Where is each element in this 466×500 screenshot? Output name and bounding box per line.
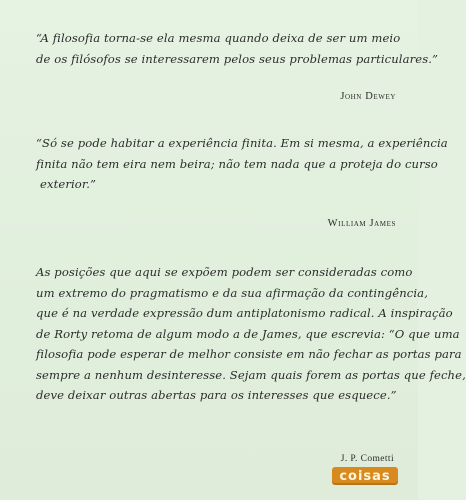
commentary-line: de Rorty retoma de algum modo a de James, que escrevia: “O que uma (36, 326, 460, 341)
quote-line: “A filosofia torna-se ela mesma quando deixa de ser um meio (36, 31, 401, 45)
commentary-text (36, 262, 466, 406)
commentary-line: sempre a nenhum desinteresse. Sejam quais forem as portas que feche, (36, 367, 466, 382)
logo-text: coisas (339, 468, 391, 484)
quote-line: de os filósofos se interessarem pelos seus problemas particulares.” (36, 51, 439, 66)
quote-line: “Só se pode habitar a experiência finita. Em si mesma, a experiência (36, 136, 448, 150)
commentary-line: um extremo do pragmatismo e da sua afirmação da contingência, (36, 285, 428, 300)
commentary-line: que é na verdade expressão dum antiplatonismo radical. A inspiração (36, 306, 453, 320)
author-cometti: J. P. Cometti (340, 454, 394, 464)
commentary-line: deve deixar outras abertas para os interesses que esquece.” (36, 388, 397, 402)
quote-line: exterior.” (40, 177, 97, 191)
commentary-line: filosofia pode esperar de melhor consiste em não fechar as portas para (36, 347, 462, 361)
author-james: William James (327, 218, 396, 229)
author-dewey: John Dewey (340, 91, 396, 102)
commentary-line: As posições que aqui se expõem podem ser consideradas como (36, 265, 413, 279)
coisas-logo (332, 467, 398, 485)
quote-line: finita não tem eira nem beira; não tem nada que a proteja do curso (36, 156, 438, 171)
epigraph-james (36, 133, 448, 195)
epigraph-dewey (36, 28, 439, 69)
